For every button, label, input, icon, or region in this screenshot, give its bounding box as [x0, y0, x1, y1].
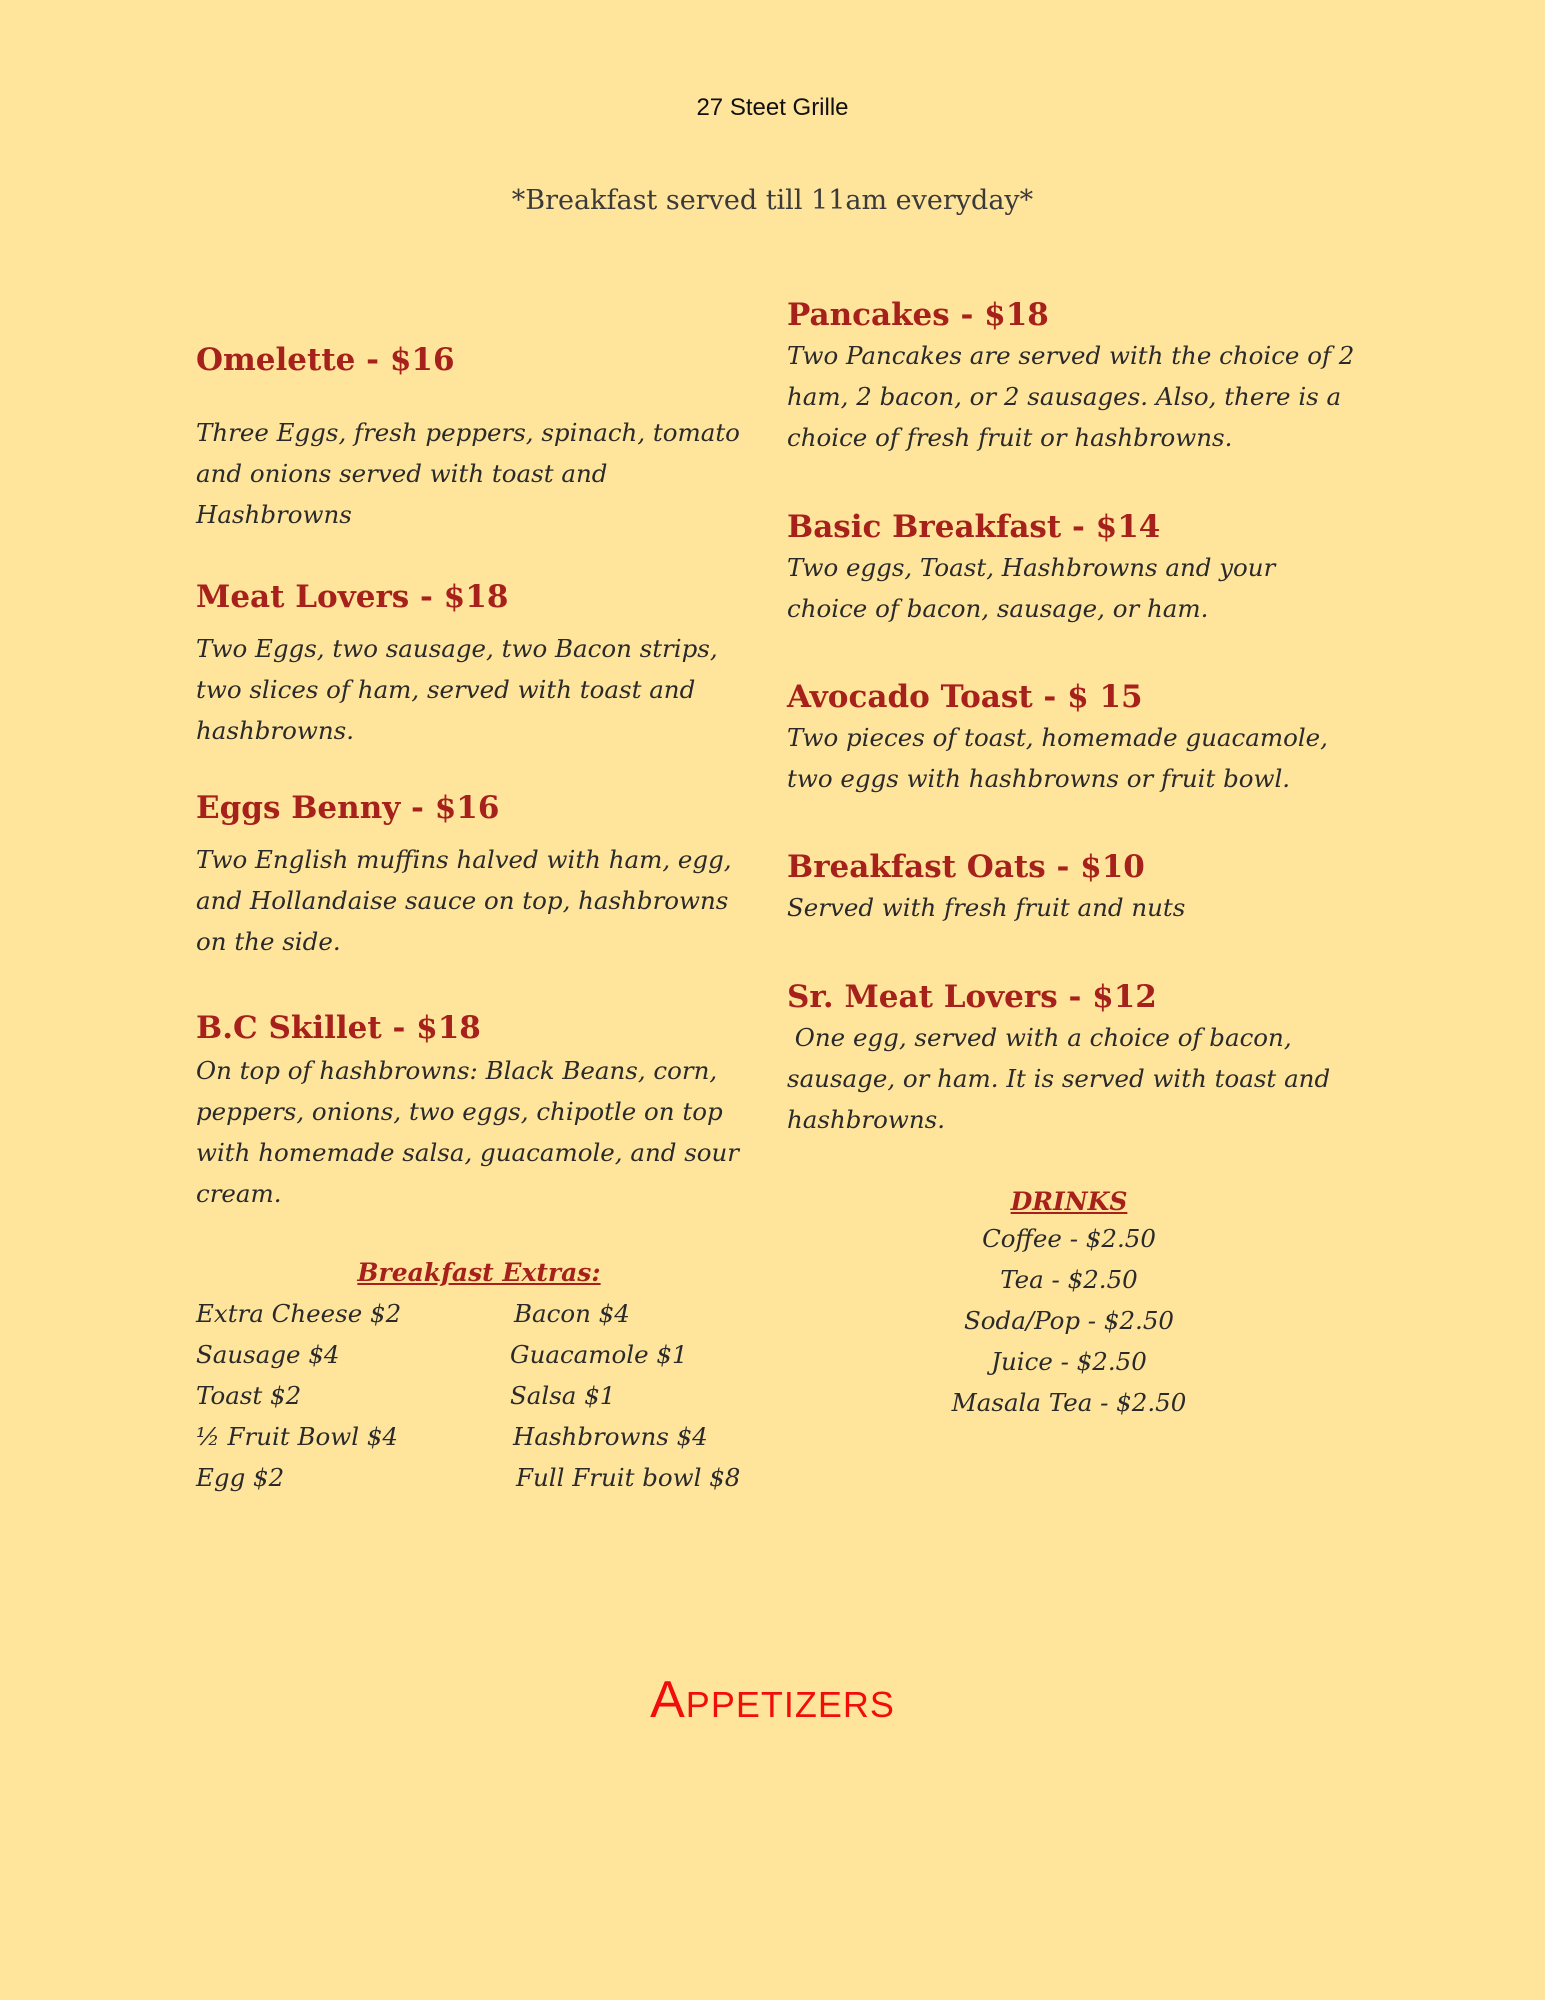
menu-item-bc-skillet — [196, 1008, 766, 1214]
menu-item-eggs-benny — [196, 788, 766, 962]
item-description: Two Eggs, two sausage, two Bacon strips, two slices of ham, served with toast and hashbrowns. — [196, 634, 718, 745]
breakfast-extras — [196, 1258, 776, 1498]
item-title: Avocado Toast - $ 15 — [787, 679, 1143, 715]
item-title: Pancakes - $18 — [787, 297, 1049, 333]
drink-item: Masala Tea - $2.50 — [951, 1388, 1187, 1417]
extra-item: Extra Cheese $2 — [196, 1299, 402, 1328]
drinks-section — [787, 1187, 1351, 1423]
drinks-title: DRINKS — [1010, 1187, 1128, 1216]
item-description: Two eggs, Toast, Hashbrowns and your choice of bacon, sausage, or ham. — [787, 553, 1276, 623]
extra-item: Salsa $1 — [510, 1381, 616, 1410]
menu-item-sr-meat-lovers — [787, 977, 1357, 1140]
item-description: One egg, served with a choice of bacon, sausage, or ham. It is served with toast and hashbrowns. — [787, 1023, 1338, 1134]
extra-item: Hashbrowns $4 — [513, 1422, 708, 1451]
extra-item: Sausage $4 — [196, 1340, 340, 1369]
extra-item: Egg $2 — [196, 1463, 285, 1492]
menu-item-meat-lovers — [196, 577, 766, 751]
item-title: Omelette - $16 — [196, 342, 455, 378]
menu-item-omelette — [196, 340, 766, 535]
item-description: Two Pancakes are served with the choice of 2 ham, 2 bacon, or 2 sausages. Also, there is a choice of fresh fruit or hashbrowns. — [787, 341, 1355, 452]
item-title: Basic Breakfast - $14 — [787, 509, 1161, 545]
extra-item: Full Fruit bowl $8 — [516, 1463, 741, 1492]
restaurant-name: 27 Steet Grille — [696, 94, 849, 121]
extras-title: Breakfast Extras: — [357, 1258, 601, 1287]
extras-row — [196, 1293, 776, 1334]
item-title: Meat Lovers - $18 — [196, 579, 509, 615]
menu-item-breakfast-oats — [787, 847, 1357, 928]
menu-item-basic-breakfast — [787, 507, 1357, 629]
drink-item: Soda/Pop - $2.50 — [964, 1306, 1174, 1335]
item-title: Eggs Benny - $16 — [196, 790, 500, 826]
extra-item: Bacon $4 — [514, 1299, 630, 1328]
item-description: Two English muffins halved with ham, egg, and Hollandaise sauce on top, hashbrowns on the side. — [196, 845, 732, 956]
item-description: Served with fresh fruit and nuts — [787, 893, 1186, 922]
item-description: Two pieces of toast, homemade guacamole, two eggs with hashbrowns or fruit bowl. — [787, 723, 1328, 793]
item-description: Three Eggs, fresh peppers, spinach, tomato and onions served with toast and Hashbrowns — [196, 418, 740, 529]
appetizers-heading: Appetizers — [650, 1671, 895, 1729]
extras-row — [196, 1416, 776, 1457]
drink-item: Coffee - $2.50 — [982, 1224, 1156, 1253]
item-title: Sr. Meat Lovers - $12 — [787, 979, 1157, 1015]
menu-item-avocado-toast — [787, 677, 1357, 799]
drink-item: Juice - $2.50 — [991, 1347, 1147, 1376]
item-title: Breakfast Oats - $10 — [787, 849, 1145, 885]
extras-row — [196, 1457, 776, 1498]
drink-item: Tea - $2.50 — [1000, 1265, 1138, 1294]
item-title: B.C Skillet - $18 — [196, 1010, 481, 1046]
extras-row — [196, 1375, 776, 1416]
extra-item: ½ Fruit Bowl $4 — [196, 1422, 399, 1451]
extras-row — [196, 1334, 776, 1375]
breakfast-hours-note: *Breakfast served till 11am everyday* — [511, 185, 1034, 216]
extra-item: Toast $2 — [196, 1381, 302, 1410]
extra-item: Guacamole $1 — [510, 1340, 688, 1369]
menu-item-pancakes — [787, 295, 1357, 458]
item-description: On top of hashbrowns: Black Beans, corn, peppers, onions, two eggs, chipotle on top with homemade salsa, guacamole, and sour cream. — [196, 1056, 740, 1208]
